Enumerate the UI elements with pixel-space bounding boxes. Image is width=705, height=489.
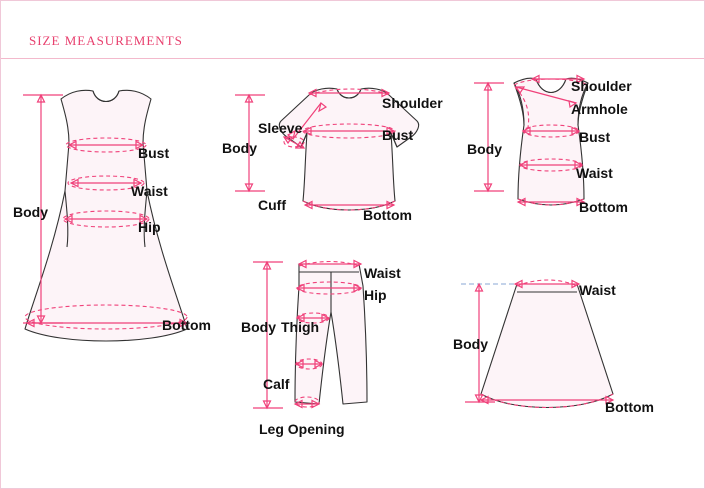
label-top-cuff: Cuff: [258, 197, 286, 213]
label-top-sleeve: Sleeve: [258, 120, 303, 136]
label-top-bottom: Bottom: [363, 207, 412, 223]
label-tank-shoulder: Shoulder: [571, 78, 632, 94]
label-dress-hip: Hip: [138, 219, 161, 235]
label-pants-waist: Waist: [364, 265, 401, 281]
page-title: SIZE MEASUREMENTS: [29, 33, 183, 48]
label-skirt-bottom: Bottom: [605, 399, 654, 415]
label-top-body: Body: [222, 140, 257, 156]
label-tank-armhole: Armhole: [571, 101, 628, 117]
label-dress-bust: Bust: [138, 145, 170, 161]
label-pants-leg-opening: Leg Opening: [259, 421, 345, 437]
label-tank-body: Body: [467, 141, 502, 157]
label-dress-waist: Waist: [131, 183, 168, 199]
label-tank-bust: Bust: [579, 129, 611, 145]
label-dress-body: Body: [13, 204, 48, 220]
label-skirt-waist: Waist: [579, 282, 616, 298]
label-pants-thigh: Thigh: [281, 319, 320, 335]
label-dress-bottom: Bottom: [162, 317, 211, 333]
label-tank-bottom: Bottom: [579, 199, 628, 215]
label-tank-waist: Waist: [576, 165, 613, 181]
label-skirt-body: Body: [453, 336, 488, 352]
title-divider: [1, 58, 705, 59]
label-top-bust: Bust: [382, 127, 414, 143]
label-pants-body: Body: [241, 319, 276, 335]
label-top-shoulder: Shoulder: [382, 95, 443, 111]
label-pants-calf: Calf: [263, 376, 290, 392]
label-pants-hip: Hip: [364, 287, 387, 303]
